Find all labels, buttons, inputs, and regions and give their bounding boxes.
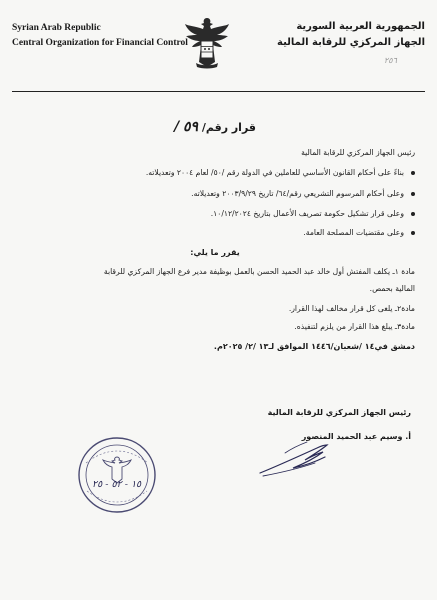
signatory-title: رئيس الجهاز المركزي للرقابة المالية <box>267 408 411 417</box>
bullet-text: وعلى مقتضيات المصلحة العامة. <box>303 228 404 237</box>
article-1 <box>20 263 415 297</box>
header-english <box>12 21 188 51</box>
bullet-item <box>303 228 415 237</box>
issue-date: دمشق في١٤ /شعبان/١٤٤٦ الموافق لـ١٣ /٢/ ٢٠٢٥م. <box>213 342 415 351</box>
bullet-dot-icon <box>411 231 415 235</box>
decision-title <box>140 119 290 135</box>
official-seal-icon <box>74 433 160 517</box>
header-ar-line1: الجمهورية العربية السورية <box>296 21 425 32</box>
intro-line: رئيس الجهاز المركزي للرقابة المالية <box>301 148 415 157</box>
bullet-item <box>146 168 415 177</box>
decision-slash: / <box>173 119 180 135</box>
corner-mark: ٢٥٦ <box>384 56 397 65</box>
decision-label: قرار رقم/ <box>201 121 257 134</box>
syrian-eagle-emblem-icon <box>183 14 231 70</box>
decision-number: ٥٩ <box>182 119 198 135</box>
bullet-text: وعلى قرار تشكيل حكومة تصريف الأعمال بتاريخ ١٠/١٢/٢٠٢٤. <box>210 209 404 218</box>
bullet-text: وعلى أحكام المرسوم التشريعي رقم/٦٤/ تاريخ ٢٠٠٣/٩/٢٩ وتعديلاته. <box>191 189 404 198</box>
decides-heading: يقرر ما يلي: <box>190 248 240 257</box>
bullet-dot-icon <box>411 171 415 175</box>
article-1-line2: المالية بحمص. <box>369 284 415 293</box>
article-1-line1: مادة ١ـ يكلف المفتش أول خالد عبد الحميد الحسن بالعمل بوظيفة مدير فرع الجهاز المركزي للرقابة <box>103 267 415 276</box>
bullet-dot-icon <box>411 192 415 196</box>
handwritten-date: ١٥ - ٥٢ - ٢٥ <box>92 479 142 490</box>
header-en-line2: Central Organization for Financial Control <box>12 38 188 48</box>
bullet-item <box>211 209 415 218</box>
signatory-name: أ. وسيم عبد الحميد المنصور <box>301 432 411 441</box>
header-divider <box>12 91 425 92</box>
handwritten-signature-icon <box>255 433 335 479</box>
header-en-line1: Syrian Arab Republic <box>12 23 101 33</box>
article-2: مادة٢ـ يلغى كل قرار مخالف لهذا القرار. <box>288 304 415 313</box>
bullet-text: بناءً على أحكام القانون الأساسي للعاملين في الدولة رقم /٥٠/ لعام ٢٠٠٤ وتعديلاته. <box>145 168 404 177</box>
header-ar-line2: الجهاز المركزي للرقابة المالية <box>277 37 425 48</box>
header-arabic <box>277 19 425 51</box>
bullet-item <box>191 189 415 198</box>
bullet-dot-icon <box>411 212 415 216</box>
article-3: مادة٣ـ يبلغ هذا القرار من يلزم لتنفيذه. <box>294 322 415 331</box>
